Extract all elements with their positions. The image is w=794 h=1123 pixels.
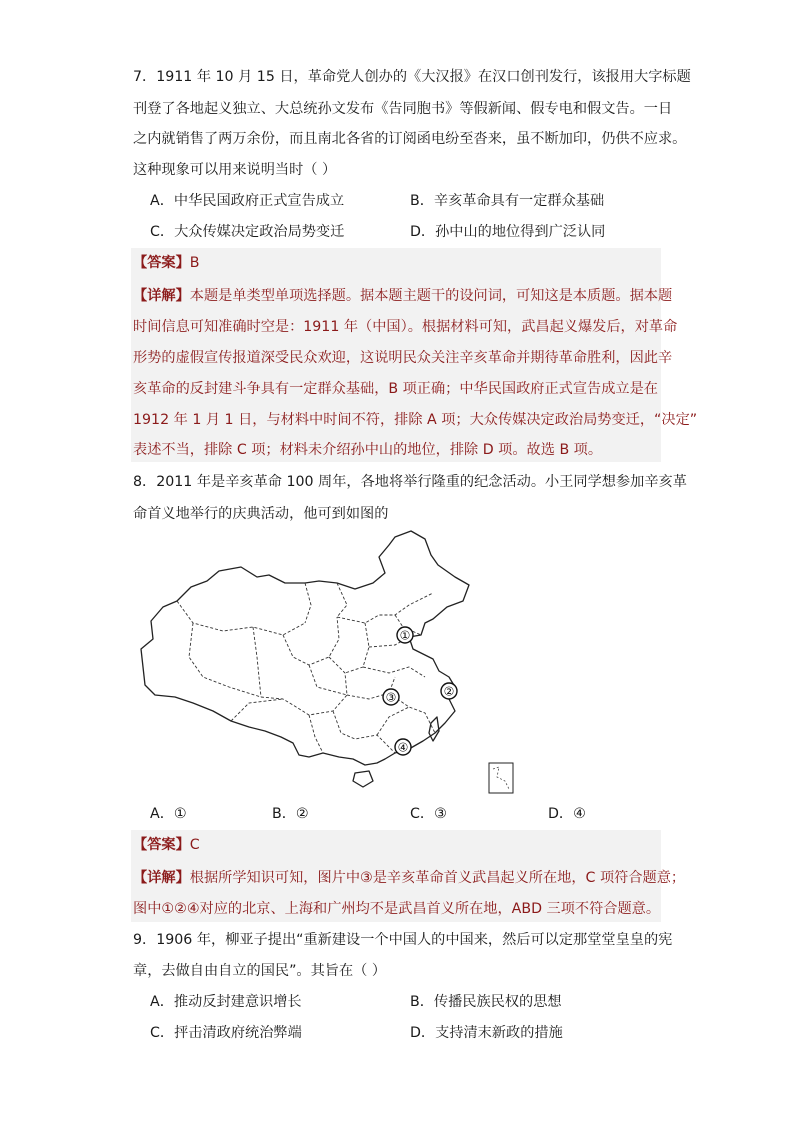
q9-stem-line: 章，去做自由自立的国民”。其旨在（ ） (133, 963, 387, 979)
answer-tag: 【答案】 (133, 837, 190, 853)
answer-tag: 【答案】 (133, 255, 190, 271)
map-mark-1-label: ① (399, 628, 411, 643)
q7-stem-line: 这种现象可以用来说明当时（ ） (133, 162, 337, 178)
q8-option-b[interactable]: B．② (272, 806, 309, 822)
q7-option-a[interactable]: A．中华民国政府正式宣告成立 (150, 193, 345, 209)
q8-option-c[interactable]: C．③ (410, 806, 447, 822)
q7-detail-line: 表述不当，排除 C 项；材料未介绍孙中山的地位，排除 D 项。故选 B 项。 (133, 442, 603, 458)
hainan-island (353, 771, 373, 787)
q7-stem-line: 之内就销售了两万余份，而且南北各省的订阅函电纷至沓来，虽不断加印，仍供不应求。 (133, 131, 687, 147)
q7-detail-line: 亥革命的反封建斗争具有一定群众基础，B 项正确；中华民国政府正式宣告成立是在 (133, 381, 658, 397)
china-map (133, 527, 528, 802)
map-mark-3-label: ③ (385, 690, 397, 705)
map-mark-2-label: ② (443, 684, 455, 699)
q7-option-d[interactable]: D．孙中山的地位得到广泛认同 (410, 224, 606, 240)
q9-option-c[interactable]: C．抨击清政府统治弊端 (150, 1025, 302, 1041)
q7-detail-line: 时间信息可知准确时空是：1911 年（中国）。根据材料可知，武昌起义爆发后，对革命 (133, 319, 678, 335)
q8-detail-line: 图中①②④对应的北京、上海和广州均不是武昌首义所在地，ABD 三项不符合题意。 (133, 901, 661, 917)
q8-detail-line: 【详解】根据所学知识可知，图片中③是辛亥革命首义武昌起义所在地，C 项符合题意； (133, 870, 686, 886)
detail-tag: 【详解】 (133, 870, 190, 886)
taiwan-island (429, 717, 439, 741)
q7-detail-line: 【详解】本题是单类型单项选择题。据本题主题干的设问词，可知这是本质题。据本题 (133, 288, 673, 304)
q9-option-d[interactable]: D．支持清末新政的措施 (410, 1025, 563, 1041)
q7-detail-line: 形势的虚假宣传报道深受民众欢迎，这说明民众关注辛亥革命并期待革命胜利，因此辛 (133, 350, 673, 366)
answer-value: B (189, 255, 200, 271)
q8-option-a[interactable]: A．① (150, 806, 187, 822)
map-mark-4-label: ④ (397, 740, 409, 755)
q8-option-d[interactable]: D．④ (548, 806, 586, 822)
south-china-sea-inset (489, 763, 513, 793)
q8-stem-line: 8．2011 年是辛亥革命 100 周年，各地将举行隆重的纪念活动。小王同学想参加辛亥革 (133, 474, 687, 490)
q8-stem-line: 命首义地举行的庆典活动，他可到如图的 (133, 506, 389, 522)
answer-value: C (189, 837, 200, 853)
q7-stem-line: 刊登了各地起义独立、大总统孙文发布《告同胞书》等假新闻、假专电和假文告。一日 (133, 101, 673, 117)
q9-option-b[interactable]: B．传播民族民权的思想 (410, 994, 562, 1010)
q7-stem-line: 7．1911 年 10 月 15 日，革命党人创办的《大汉报》在汉口创刊发行，该报用大字标题 (133, 69, 691, 85)
q7-option-b[interactable]: B．辛亥革命具有一定群众基础 (410, 193, 605, 209)
q7-detail-line: 1912 年 1 月 1 日，与材料中时间不符，排除 A 项；大众传媒决定政治局势变迁，“决定” (133, 412, 698, 428)
q7-answer (133, 253, 200, 273)
q9-option-a[interactable]: A．推动反封建意识增长 (150, 994, 302, 1010)
q8-answer (133, 835, 200, 855)
q7-option-c[interactable]: C．大众传媒决定政治局势变迁 (150, 224, 345, 240)
detail-tag: 【详解】 (133, 288, 190, 304)
q9-stem-line: 9．1906 年，柳亚子提出“重新建设一个中国人的中国来，然后可以定那堂堂皇皇的宪 (133, 932, 673, 948)
